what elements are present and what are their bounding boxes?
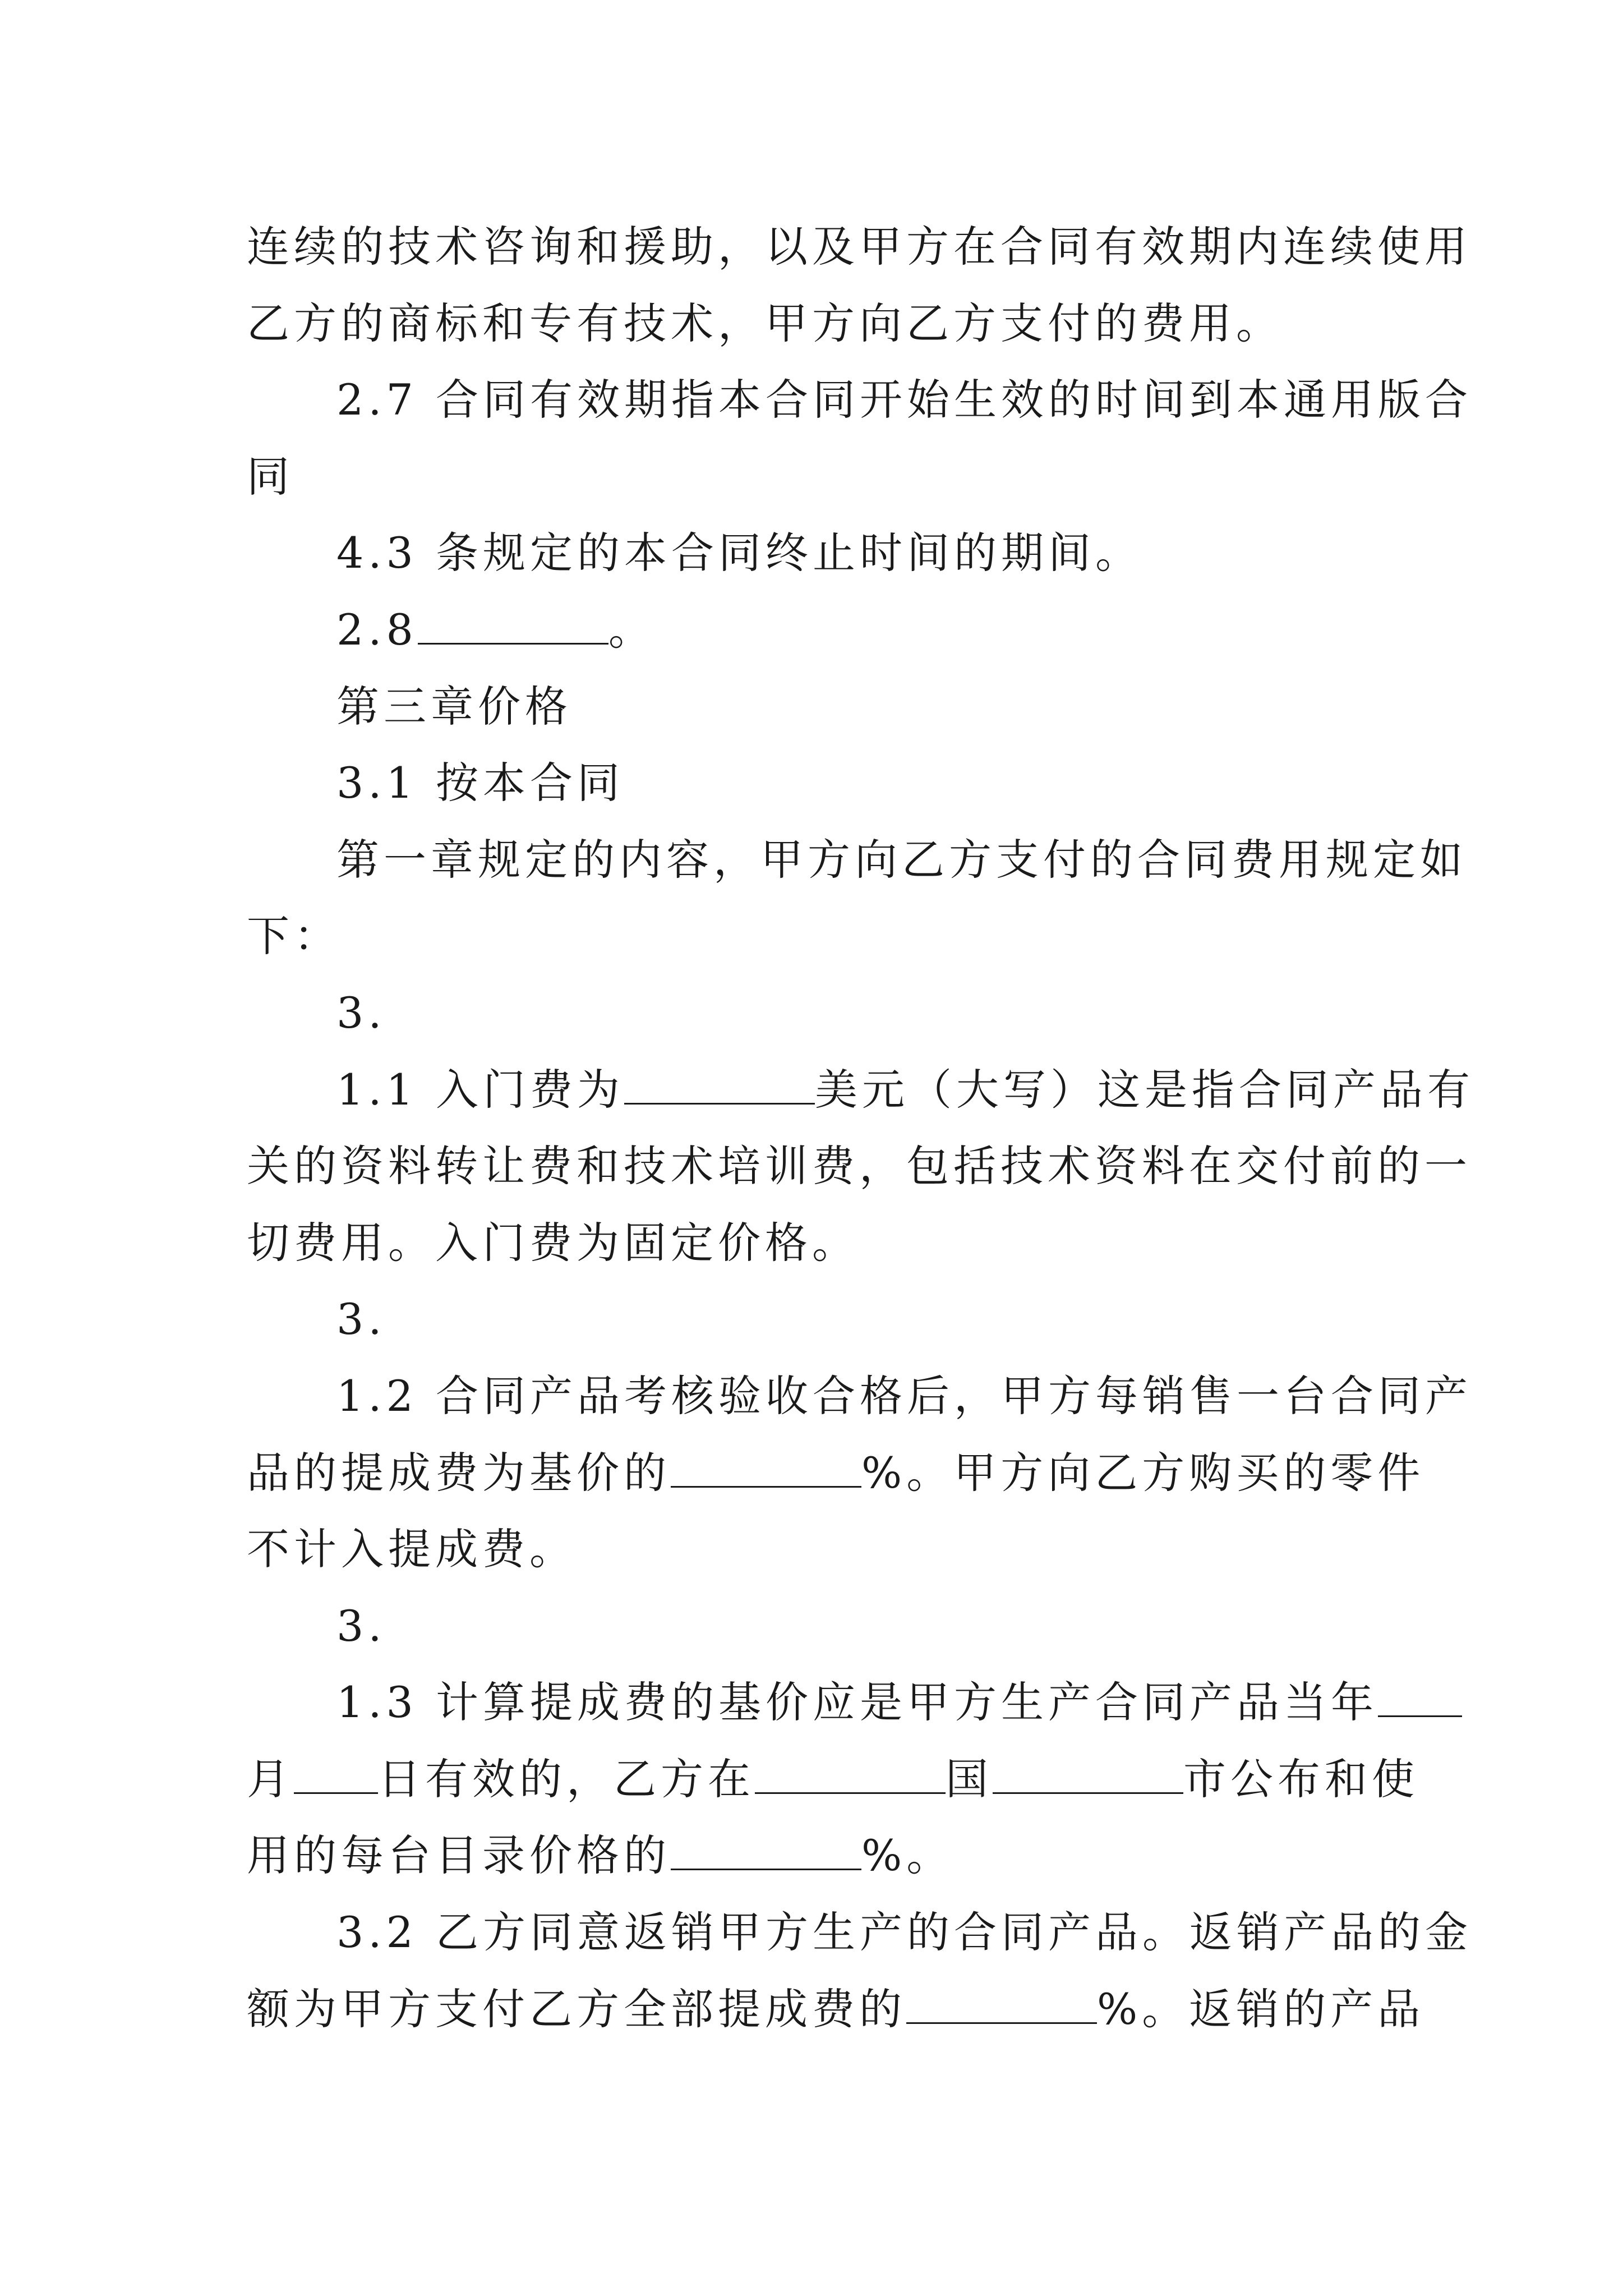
clause-2-8 <box>247 592 1391 669</box>
text-line: 连续的技术咨询和援助，以及甲方在合同有效期内连续使用 <box>247 222 1472 272</box>
chapter-heading: 第三章价格 <box>336 681 572 731</box>
clause-text: 品的提成费为基价的 <box>247 1447 671 1498</box>
blank-field[interactable] <box>418 610 608 645</box>
contract-text <box>247 209 1475 2047</box>
clause-1-3 <box>247 1664 1391 1741</box>
blank-field[interactable] <box>1378 1683 1462 1717</box>
blank-field[interactable] <box>993 1760 1183 1794</box>
clause-text: 。 <box>608 604 656 655</box>
text-line: 切费用。入门费为固定价格。 <box>247 1217 859 1268</box>
clause-text: 1.1 入门费为 <box>336 1064 625 1115</box>
clause-2-7: 2.7 合同有效期指本合同开始生效的时间到本通用版合 <box>336 375 1473 425</box>
blank-field[interactable] <box>755 1760 946 1794</box>
clause-text: 月 <box>247 1754 294 1804</box>
clause-text: %。 <box>861 1830 954 1881</box>
clause-text: %。甲方向乙方购买的零件 <box>861 1447 1425 1498</box>
clause-number: 3. <box>336 1294 386 1345</box>
clause-text: %。返销的产品 <box>1097 1984 1425 2034</box>
text-line: 下： <box>247 911 341 961</box>
clause-1-2: 1.2 合同产品考核验收合格后，甲方每销售一台合同产 <box>336 1370 1473 1421</box>
text-line <box>247 1435 1425 1512</box>
clause-text: 日有效的，乙方在 <box>378 1754 755 1804</box>
blank-field[interactable] <box>671 1836 861 1870</box>
text-line <box>247 1818 1391 1894</box>
clause-number: 3. <box>336 987 386 1038</box>
blank-field[interactable] <box>906 1990 1097 2024</box>
text-line <box>247 1741 1419 1818</box>
blank-field[interactable] <box>624 1070 815 1105</box>
clause-4-3-reference: 4.3 条规定的本合同终止时间的期间。 <box>336 528 1143 578</box>
blank-field[interactable] <box>671 1453 861 1488</box>
clause-1-1 <box>247 1052 1475 1129</box>
clause-text: 国 <box>946 1754 993 1804</box>
text-line: 乙方的商标和专有技术，甲方向乙方支付的费用。 <box>247 298 1283 348</box>
clause-text: 市公布和使 <box>1183 1754 1419 1804</box>
clause-number: 3. <box>336 1600 386 1651</box>
text-line: 第一章规定的内容，甲方向乙方支付的合同费用规定如 <box>336 834 1467 885</box>
text-line: 关的资料转让费和技术培训费，包括技术资料在交付前的一 <box>247 1141 1472 1191</box>
blank-field[interactable] <box>294 1760 378 1794</box>
clause-text: 额为甲方支付乙方全部提成费的 <box>247 1984 906 2034</box>
text-line: 不计入提成费。 <box>247 1524 577 1575</box>
clause-text: 用的每台目录价格的 <box>247 1830 671 1881</box>
clause-text: 1.3 计算提成费的基价应是甲方生产合同产品当年 <box>336 1677 1378 1728</box>
text-line: 同 <box>247 451 294 501</box>
text-line <box>247 1971 1425 2048</box>
clause-number: 2.8 <box>336 604 418 655</box>
clause-text: 美元（大写）这是指合同产品有 <box>815 1064 1475 1115</box>
clause-3-2: 3.2 乙方同意返销甲方生产的合同产品。返销产品的金 <box>336 1907 1473 1958</box>
clause-3-1: 3.1 按本合同 <box>336 758 625 808</box>
